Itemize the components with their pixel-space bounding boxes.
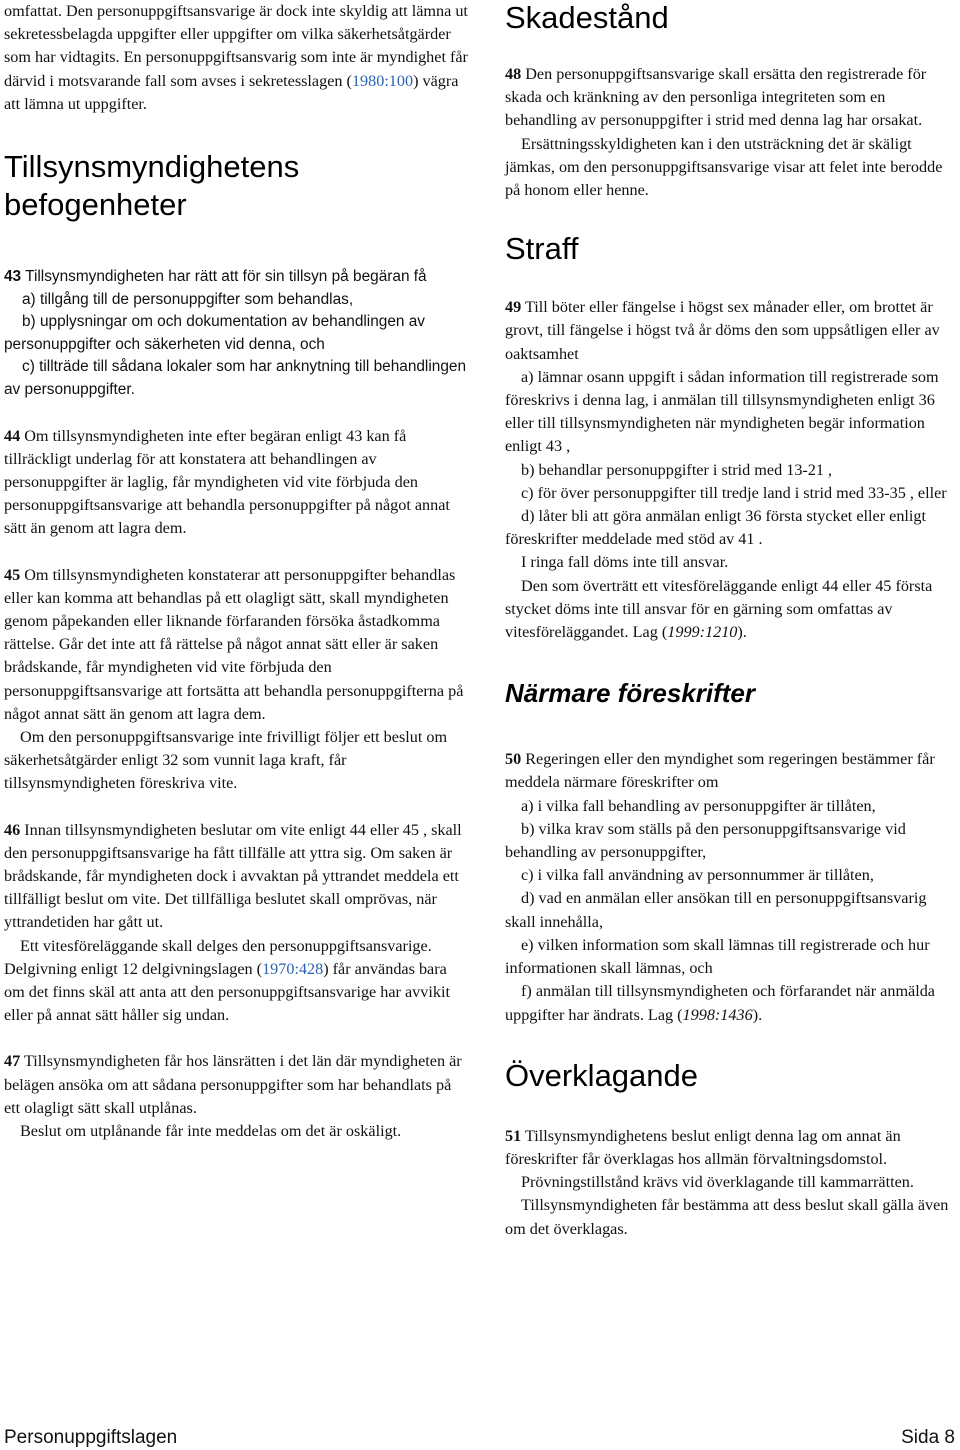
section-number: 46 bbox=[4, 820, 21, 839]
list-item-c: c) i vilka fall användning av personnummer är tillåten, bbox=[521, 866, 874, 885]
heading-narmare-foreskrifter: Närmare föreskrifter bbox=[505, 678, 756, 709]
sfs-reference: 1999:1210 bbox=[667, 623, 738, 642]
section-number: 49 bbox=[505, 298, 522, 317]
section-text: Om tillsynsmyndigheten inte efter begäran enligt 43 kan få tillräckligt underlag för att konstatera att behandlingen av personuppgifter är laglig, får myndigheten vid vite förbjuda den personuppgiftsansvarige att behandla personuppgifter på något annat sätt än genom att lagra dem. bbox=[4, 426, 450, 538]
section-51 bbox=[505, 1125, 957, 1241]
list-item-b: b) behandlar personuppgifter i strid med 13-21 , bbox=[521, 460, 833, 479]
section-paragraph: Den som överträtt ett vitesföreläggande enligt 44 eller 45 första stycket döms inte till ansvar för en gärning som omfattas av vitesföreläggandet. Lag (1999:1210). bbox=[505, 576, 933, 642]
section-number: 48 bbox=[505, 65, 522, 83]
list-item-d: d) vad en anmälan eller ansökan till en personuppgiftsansvarig skall innehålla, bbox=[505, 889, 927, 931]
section-45 bbox=[4, 564, 470, 796]
list-item-f: f) anmälan till tillsynsmyndigheten och förfarandet när anmälda uppgifter har ändrats. Lag (1998:1436). bbox=[505, 982, 935, 1024]
section-48 bbox=[505, 63, 957, 202]
list-item-b: b) vilka krav som ställs på den personuppgiftsansvarige vid behandling av personuppgifter, bbox=[505, 819, 906, 862]
heading-tillsynsmyndighetens-befogenheter: Tillsynsmyndighetens befogenheter bbox=[4, 149, 300, 223]
section-text: Den personuppgiftsansvarige skall ersätta den registrerade för skada och kränkning av den personliga integriteten som en behandling av personuppgifter i strid med denna lag har orsakat. bbox=[505, 65, 927, 130]
section-number: 45 bbox=[4, 565, 21, 584]
sfs-link-1980-100[interactable]: 1980:100 bbox=[351, 71, 414, 90]
footer-document-title: Personuppgiftslagen bbox=[4, 1427, 178, 1448]
section-text: Regeringen eller den myndighet som regeringen bestämmer får meddela närmare föreskrifter om bbox=[505, 750, 935, 792]
section-number: 44 bbox=[4, 426, 21, 445]
section-paragraph: Beslut om utplånande får inte meddelas om det är oskäligt. bbox=[20, 1122, 402, 1141]
section-text: Tillsynsmyndigheten har rätt att för sin tillsyn på begäran få bbox=[21, 268, 427, 286]
intro-paragraph bbox=[4, 0, 470, 116]
section-43 bbox=[4, 266, 470, 402]
section-46 bbox=[4, 819, 470, 1028]
section-paragraph: Prövningstillstånd krävs vid överklagande till kammarrätten. bbox=[521, 1173, 914, 1192]
section-paragraph: Tillsynsmyndigheten får bestämma att dess beslut skall gälla även om det överklagas. bbox=[505, 1196, 949, 1238]
section-number: 51 bbox=[505, 1126, 522, 1145]
page-footer bbox=[4, 1426, 955, 1450]
right-column bbox=[505, 0, 957, 1241]
sfs-reference: 1998:1436 bbox=[682, 1005, 753, 1024]
section-number: 47 bbox=[4, 1052, 21, 1071]
section-44 bbox=[4, 425, 470, 541]
list-item-c: c) för över personuppgifter till tredje land i strid med 33-35 , eller bbox=[521, 483, 947, 502]
sfs-link-1970-428[interactable]: 1970:428 bbox=[262, 959, 324, 978]
heading-overklagande: Överklagande bbox=[505, 1057, 699, 1093]
section-paragraph: Om den personuppgiftsansvarige inte frivilligt följer ett beslut om säkerhetsåtgärder enligt 32 som vunnit laga kraft, får tillsynsmyndigheten föreskriva vite. bbox=[4, 728, 448, 793]
section-number: 50 bbox=[505, 750, 522, 769]
section-paragraph: Ett vitesföreläggande skall delges den personuppgiftsansvarige. Delgivning enligt 12 delgivningslagen (1970:428) får användas bara om det finns skäl att anta att den personuppgiftsansvarige har avvikit eller på annat sätt håller sig undan. bbox=[4, 936, 450, 1025]
list-item-b: b) upplysningar om och dokumentation av behandlingen av personuppgifter och säkerheten vid denna, och bbox=[4, 313, 425, 353]
list-item-d: d) låter bli att göra anmälan enligt 36 första stycket eller enligt föreskrifter meddelade med stöd av 41 . bbox=[505, 507, 926, 549]
section-number: 43 bbox=[4, 268, 22, 286]
section-text: Tillsynsmyndigheten får hos länsrätten i det län där myndigheten är belägen ansöka om att sådana personuppgifter som har behandlats på ett olagligt sätt skall utplånas. bbox=[4, 1052, 462, 1117]
section-50 bbox=[505, 748, 957, 1026]
left-column bbox=[4, 0, 470, 1143]
list-item-a: a) i vilka fall behandling av personuppgifter är tillåten, bbox=[521, 796, 876, 815]
section-paragraph: I ringa fall döms inte till ansvar. bbox=[521, 553, 729, 572]
list-item-e: e) vilken information som skall lämnas till registrerade och hur informationen skall lämnas, och bbox=[505, 935, 930, 978]
section-49 bbox=[505, 296, 957, 644]
list-item-c: c) tillträde till sådana lokaler som har anknytning till behandlingen av personuppgifter. bbox=[4, 358, 467, 398]
section-text: Innan tillsynsmyndigheten beslutar om vite enligt 44 eller 45 , skall den personuppgiftsansvarige ha fått tillfälle att yttra sig. Om saken är brådskande, får myndigheten dock i avvaktan på yttrandet meddela ett tillfälligt beslut om vite. Det tillfälliga beslutet skall omprövas, när yttrandetiden har gått ut. bbox=[4, 820, 462, 932]
section-47 bbox=[4, 1050, 470, 1143]
section-text: Tillsynsmyndighetens beslut enligt denna lag om annat än föreskrifter får överklagas hos allmän förvaltningsdomstol. bbox=[505, 1126, 901, 1168]
heading-skadestand: Skadestånd bbox=[505, 0, 669, 35]
list-item-a: a) tillgång till de personuppgifter som behandlas, bbox=[22, 290, 354, 308]
section-paragraph: Ersättningsskyldigheten kan i den utsträckning det är skäligt jämkas, om den personuppgiftsansvarige visar att felet inte berodde på honom eller henne. bbox=[505, 134, 943, 200]
list-item-a: a) lämnar osann uppgift i sådan information till registrerade som föreskrivs i denna lag, i anmälan till tillsynsmyndigheten enligt 36 eller till tillsynsmyndigheten när myndigheten begär information enligt 43 , bbox=[505, 367, 939, 456]
intro-text: omfattat. Den personuppgiftsansvarige är dock inte skyldig att lämna ut sekretessbelagda uppgifter eller uppgifter om vilka säkerhetsåtgärder som har vidtagits. En personuppgiftsansvarig som inte är myndighet får därvid i motsvarande fall som avses i sekretesslagen ( bbox=[4, 2, 468, 90]
heading-straff: Straff bbox=[505, 231, 579, 267]
section-text: Till böter eller fängelse i högst sex månader eller, om brottet är grovt, till fängelse i högst två år döms den som uppsåtligen eller av oaktsamhet bbox=[505, 298, 940, 363]
intro-text-end: ) vägra att lämna ut uppgifter. bbox=[4, 71, 459, 113]
section-text: Om tillsynsmyndigheten konstaterar att personuppgifter behandlas eller kan komma att behandlas på ett olagligt sätt, skall myndigheten genom påpekanden eller liknande förfaranden försöka åstadkomma rättelse. Går det inte att få rättelse på något annat sätt eller är saken brådskande, får myndigheten vid vite förbjuda den personuppgiftsansvarige att fortsätta att behandla personuppgifterna på något annat sätt än genom att lagra dem. bbox=[4, 565, 464, 723]
footer-page-number: Sida 8 bbox=[901, 1427, 955, 1448]
